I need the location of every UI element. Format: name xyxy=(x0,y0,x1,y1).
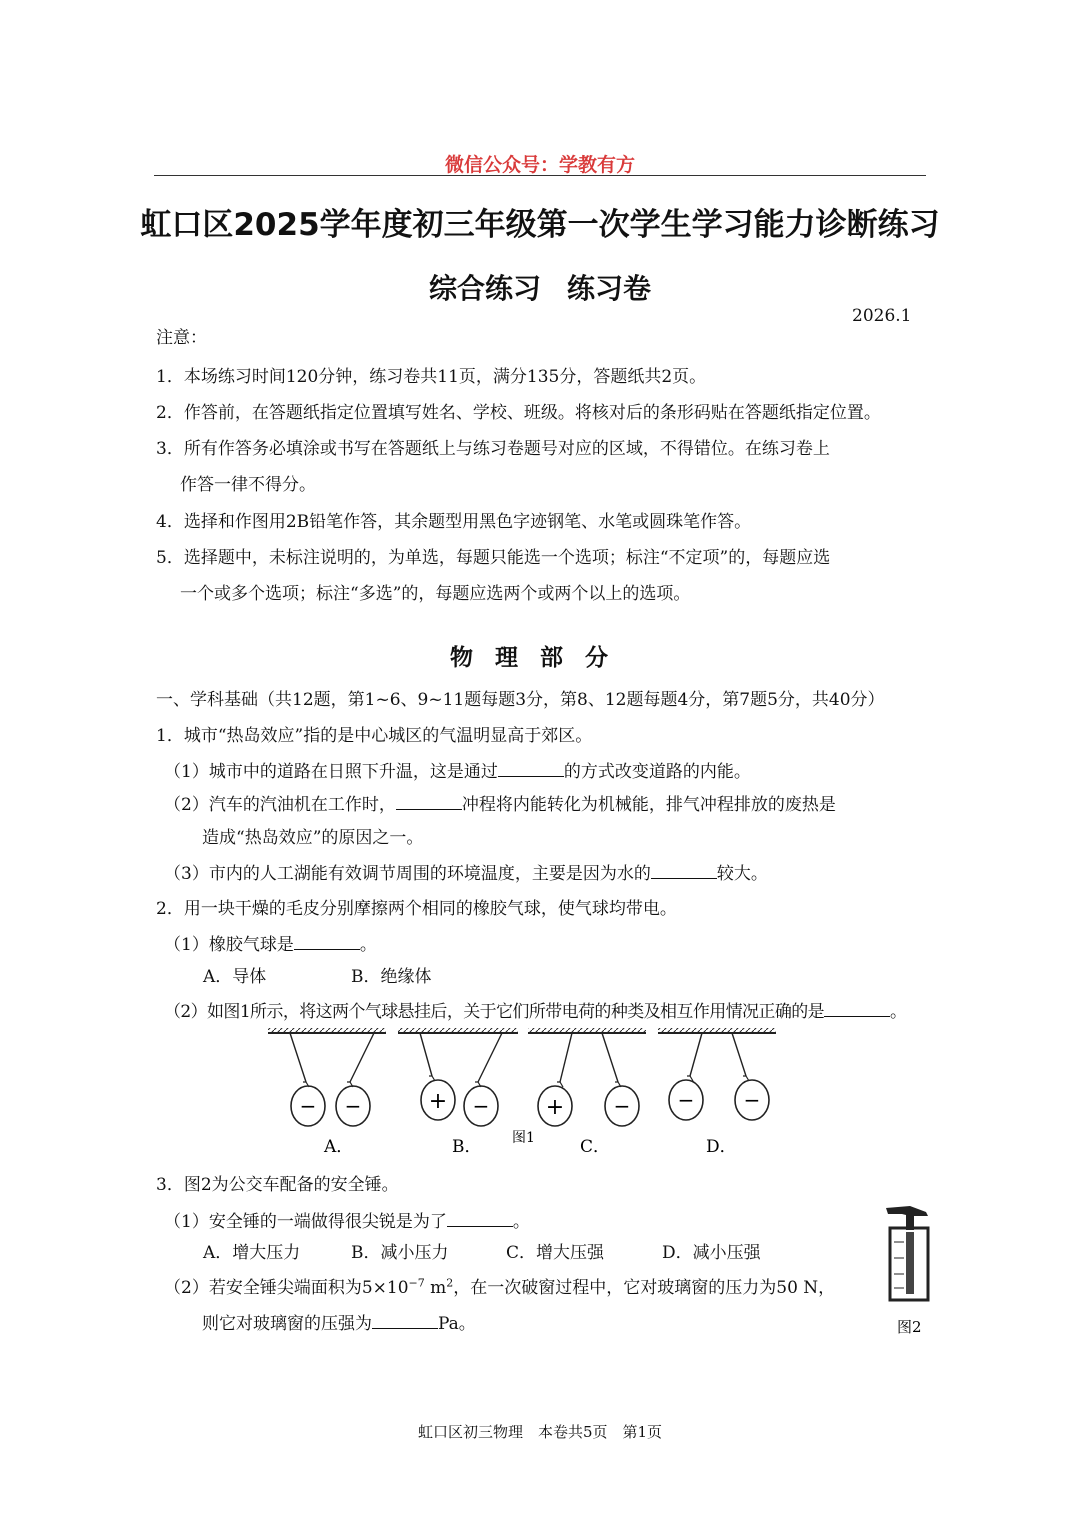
figure-2-caption: 图2 xyxy=(897,1318,922,1336)
answer-blank xyxy=(651,864,717,879)
q3-stem: 3．图2为公交车配备的安全锤。 xyxy=(156,1175,399,1195)
panel-c xyxy=(528,1028,646,1157)
answer-blank xyxy=(498,762,564,777)
q3-sub1: （1）安全锤的一端做得很尖锐是为了 。 xyxy=(164,1212,530,1232)
page-subtitle xyxy=(0,267,1080,307)
notice-item: 4．选择和作图用2B铅笔作答，其余题型用黑色字迹钢笔、水笔或圆珠笔作答。 xyxy=(156,512,752,532)
q1-stem: 1．城市“热岛效应”指的是中心城区的气温明显高于郊区。 xyxy=(156,726,593,746)
answer-blank xyxy=(396,795,462,810)
q3-sub2-cont: 则它对玻璃窗的压强为 Pa。 xyxy=(202,1314,476,1334)
wechat-header: 微信公众号：学教有方 xyxy=(444,154,635,176)
q3-sub2: （2）若安全锤尖端面积为$5\times 10^{-7}$ $m^2$，在一次破窗过程中，它对玻璃窗的压力为50 N， xyxy=(164,1276,836,1298)
figure-2-safety-hammer xyxy=(876,1198,936,1340)
notice-heading: 注意： xyxy=(156,328,207,348)
charge-label: − xyxy=(472,1094,490,1118)
charge-label: − xyxy=(299,1094,317,1118)
panel-d xyxy=(658,1028,776,1157)
q1-sub2-cont: 造成“热岛效应”的原因之一。 xyxy=(202,828,424,848)
charge-label: − xyxy=(743,1088,761,1112)
page-title: 虹口区2025学年度初三年级第一次学生学习能力诊断练习 xyxy=(140,207,940,243)
part-heading: 一、学科基础（共12题，第1~6、9~11题每题3分，第8、12题每题4分，第7题5分，共40分） xyxy=(156,690,885,710)
q2-option-a: A．导体 xyxy=(203,967,267,987)
q2-sub2: （2）如图1所示，将这两个气球悬挂后，关于它们所带电荷的种类及相互作用情况正确的是 。 xyxy=(164,1002,907,1022)
answer-blank xyxy=(372,1314,438,1329)
charge-label: − xyxy=(613,1094,631,1118)
answer-blank xyxy=(824,1002,890,1017)
figure-1-balloons xyxy=(262,1024,782,1160)
q3-option-a: A．增大压力 xyxy=(203,1243,301,1263)
option-label: D． xyxy=(706,1137,737,1157)
q2-option-b: B．绝缘体 xyxy=(351,967,432,987)
q1-sub2: （2）汽车的汽油机在工作时， 冲程将内能转化为机械能，排气冲程排放的废热是 xyxy=(164,795,836,815)
option-label: A． xyxy=(324,1137,354,1157)
option-label: B． xyxy=(452,1137,482,1157)
charge-label: + xyxy=(545,1095,565,1120)
q2-sub1: （1）橡胶气球是 。 xyxy=(164,935,377,955)
figure-1-caption: 图1 xyxy=(512,1130,535,1146)
answer-blank xyxy=(447,1212,513,1227)
notice-item: 5．选择题中，未标注说明的，为单选，每题只能选一个选项；标注“不定项”的，每题应选 xyxy=(156,548,831,568)
panel-a xyxy=(268,1028,386,1157)
answer-blank xyxy=(294,935,360,950)
option-label: C． xyxy=(580,1137,611,1157)
notice-item: 作答一律不得分。 xyxy=(180,475,316,495)
charge-label: − xyxy=(677,1088,695,1112)
q1-sub3: （3）市内的人工湖能有效调节周围的环境温度，主要是因为水的 较大。 xyxy=(164,864,768,884)
subtitle-right: 练习卷 xyxy=(567,272,652,305)
section-title: 物理部分 xyxy=(450,645,630,671)
q3-option-b: B．减小压力 xyxy=(351,1243,449,1263)
q3-option-c: C．增大压强 xyxy=(506,1243,605,1263)
notice-item: 1．本场练习时间120分钟，练习卷共11页，满分135分，答题纸共2页。 xyxy=(156,367,707,387)
charge-label: − xyxy=(344,1094,362,1118)
notice-item: 一个或多个选项；标注“多选”的，每题应选两个或两个以上的选项。 xyxy=(180,584,691,604)
exam-date: 2026.1 xyxy=(852,306,912,326)
notice-item: 3．所有作答务必填涂或书写在答题纸上与练习卷题号对应的区域，不得错位。在练习卷上 xyxy=(156,439,830,459)
q2-stem: 2．用一块干燥的毛皮分别摩擦两个相同的橡胶气球，使气球均带电。 xyxy=(156,899,677,919)
page-footer: 虹口区初三物理 本卷共5页 第1页 xyxy=(417,1423,663,1441)
q1-sub1: （1）城市中的道路在日照下升温，这是通过 的方式改变道路的内能。 xyxy=(164,762,751,782)
subtitle-left: 综合练习 xyxy=(428,272,541,305)
panel-b xyxy=(398,1028,518,1157)
notice-item: 2．作答前，在答题纸指定位置填写姓名、学校、班级。将核对后的条形码贴在答题纸指定位置。 xyxy=(156,403,881,423)
header-rule xyxy=(154,175,926,176)
q3-option-d: D．减小压强 xyxy=(662,1243,761,1263)
charge-label: + xyxy=(428,1089,448,1114)
